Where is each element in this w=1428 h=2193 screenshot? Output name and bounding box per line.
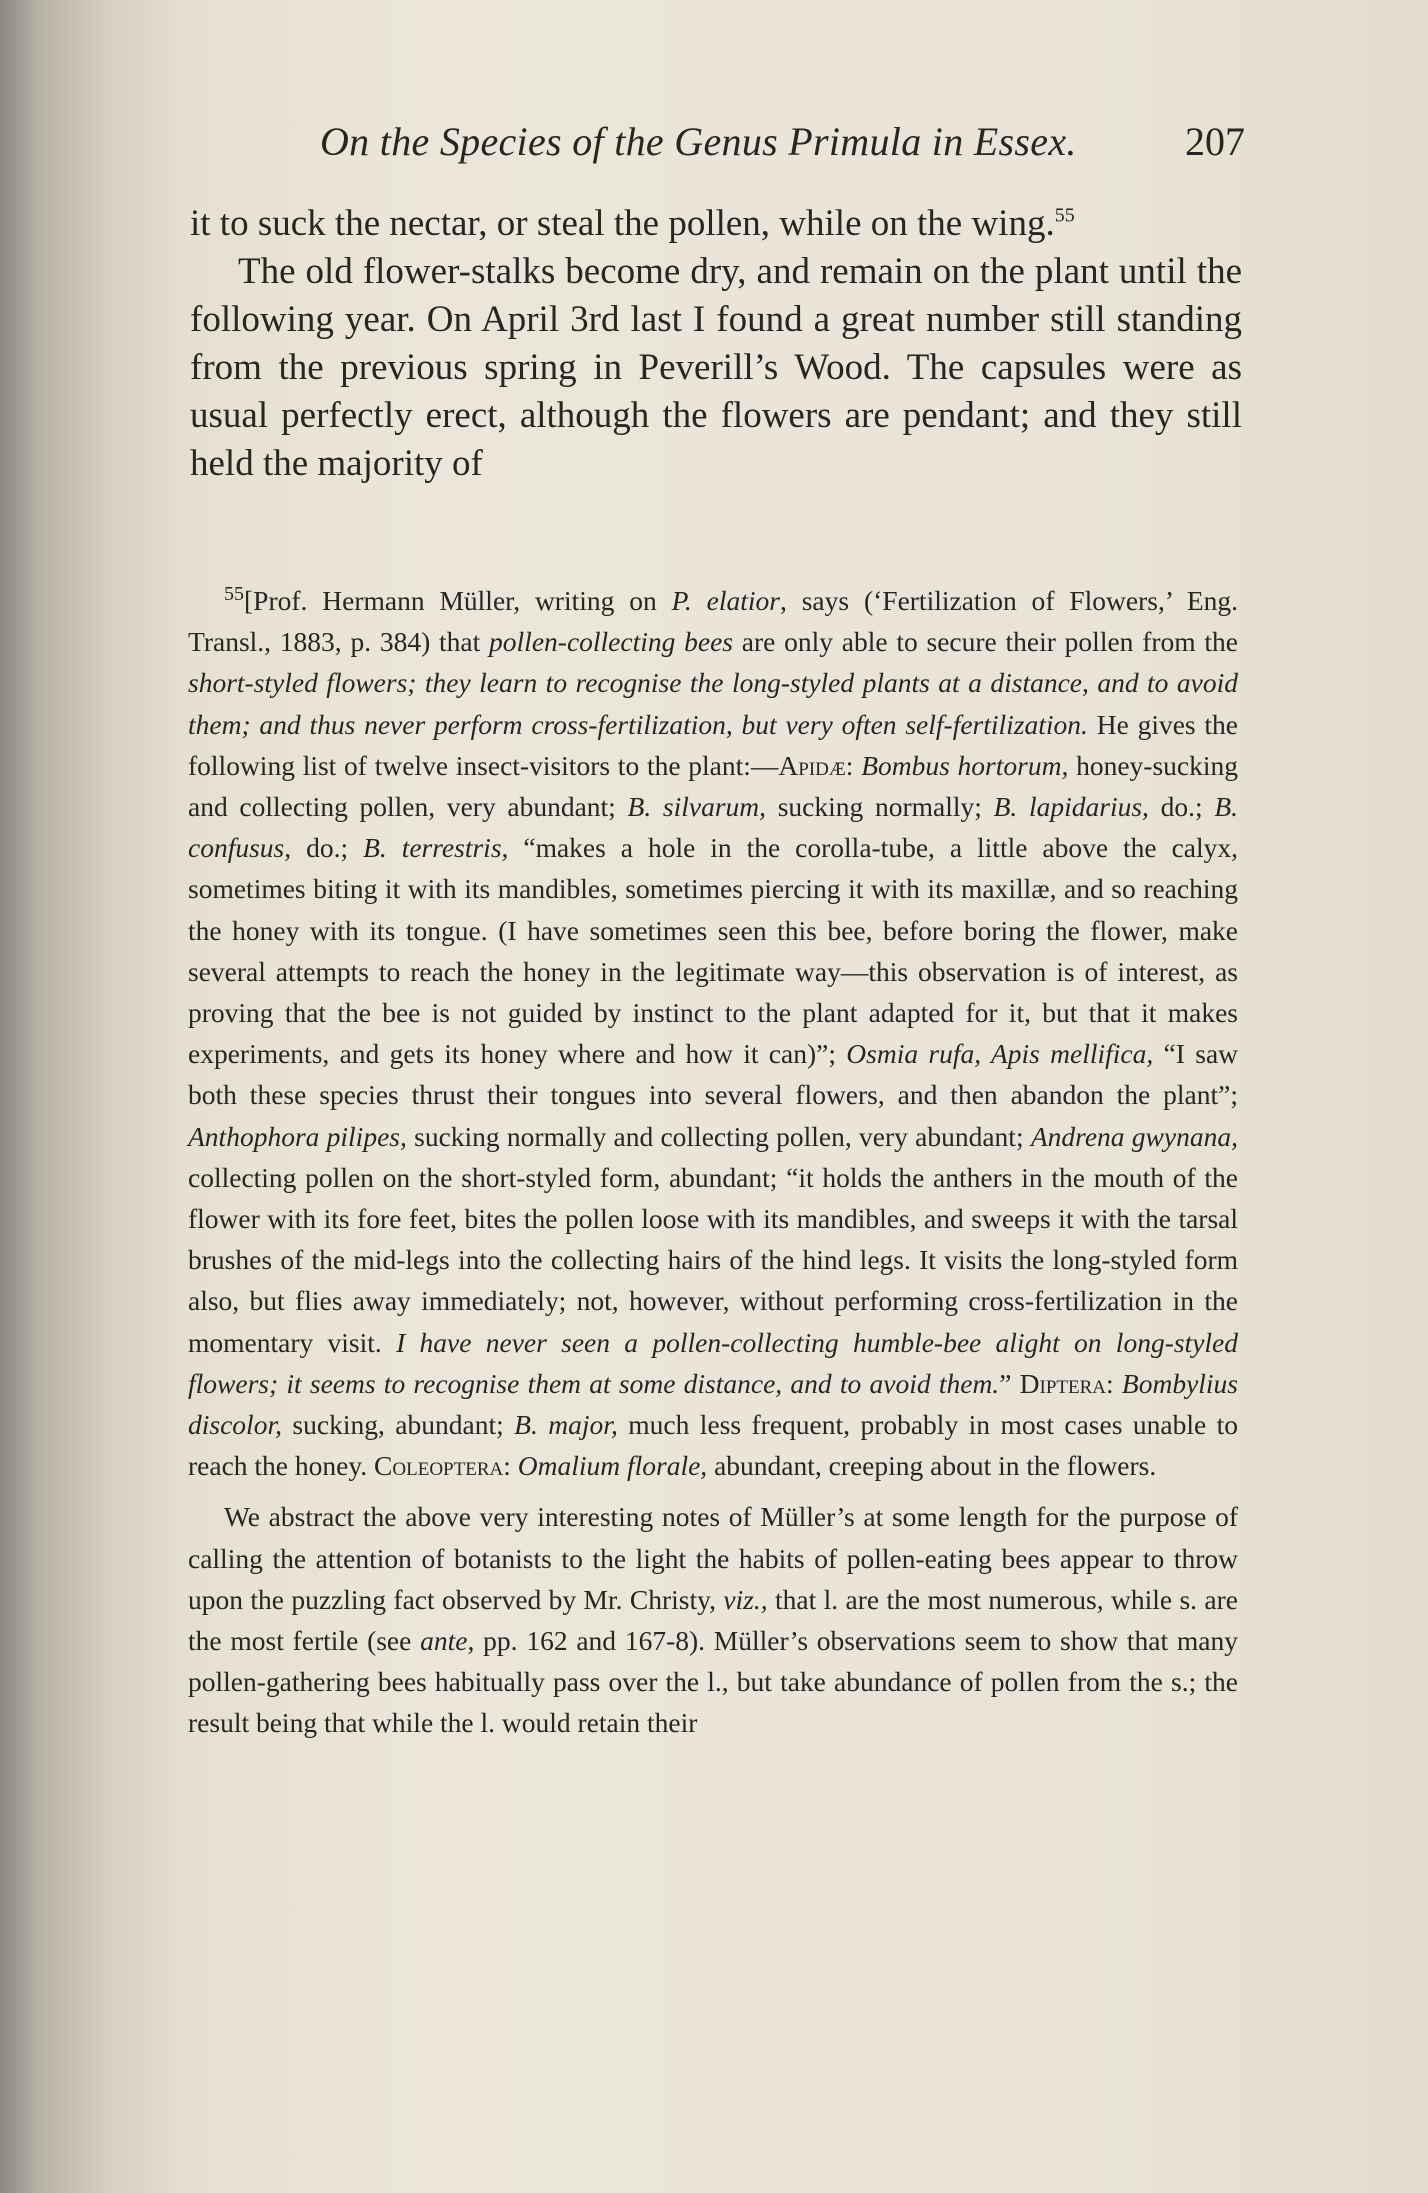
footnote-text: sucking, abundant; <box>281 1409 515 1441</box>
footnote-text: honey-sucking and collecting pollen, very abundant; <box>188 749 1238 823</box>
footnote-text: , says (‘Fertilization of Flowers,’ Eng. Transl., 1883, p. 384) that <box>188 585 1238 658</box>
footnote-text: : <box>1106 1367 1122 1399</box>
footnote-italic: Omalium florale, <box>517 1450 708 1482</box>
main-text <box>190 200 1242 488</box>
page-number: 207 <box>1185 119 1245 164</box>
footnote-italic: B. lapidarius, <box>993 791 1149 823</box>
footnote-text: that l. are the most numerous, while s. are the most fertile (see <box>188 1583 1238 1657</box>
footnote-italic: short-styled flowers; they learn to recognise the long-styled plants at a distance, and to avoid them; and thus never perform cross-fertilization, but very often self-fertilization. <box>188 667 1238 740</box>
footnote-italic: pollen-collecting bees <box>489 626 734 658</box>
footnote-text: [Prof. Hermann Müller, writing on <box>244 585 672 616</box>
footnote-italic: viz., <box>723 1583 768 1615</box>
footnote-italic: B. terrestris, <box>363 832 509 864</box>
footnote-italic: Andrena gwynana, <box>1030 1120 1238 1152</box>
footnote-italic: I have never seen a pollen-collecting humble-bee alight on long-styled flowers; it seems to recognise them at some distance, and to avoid them. <box>188 1326 1238 1399</box>
footnote-text: ” <box>999 1367 1020 1399</box>
footnote-paragraph-2 <box>188 1496 1238 1743</box>
footnote-italic: Anthophora pilipes, <box>188 1120 407 1152</box>
footnote-text: abundant, creeping about in the flowers. <box>707 1450 1157 1482</box>
main-paragraph-1-text: it to suck the nectar, or steal the pollen, while on the wing. <box>190 203 1055 244</box>
footnote-italic: B. silvarum, <box>627 791 767 823</box>
footnote-text: He gives the following list of twelve insect-visitors to the plant:— <box>188 708 1238 781</box>
footnote-italic: ante, <box>420 1625 475 1657</box>
footnote-paragraph-1 <box>188 580 1238 1486</box>
footnote-small-caps: Diptera <box>1019 1367 1107 1399</box>
main-paragraph-2: The old flower-stalks become dry, and remain on the plant until the following year. On April 3rd last I found a great number still standing from the previous spring in Peverill’s Wood. The capsules were as usual perfectly erect, although the flowers are pendant; and they still held the majority of <box>190 251 1242 484</box>
footnote-italic: B. confusus, <box>188 791 1239 864</box>
footnote-text: : <box>503 1450 518 1482</box>
footnote-italic: Bombylius discolor, <box>188 1367 1239 1441</box>
main-paragraph-1 <box>190 200 1242 248</box>
footnote-reference: 55 <box>1054 204 1075 227</box>
footnote-text: collecting pollen on the short-styled form, abundant; “it holds the anthers in the mouth of the flower with its fore feet, bites the pollen loose with its mandibles, and sweeps it with the tarsal brushes of the mid-legs into the collecting hairs of the hind legs. It visits the long-styled form also, but flies away immediately; not, however, without performing cross-fertilization in the momentary visit. <box>188 1161 1238 1358</box>
footnote-text: “makes a hole in the corolla-tube, a little above the calyx, sometimes biting it with its mandibles, sometimes piercing it with its maxillæ, and so reaching the honey with its tongue. (I have sometimes seen this bee, before boring the flower, make several attempts to reach the honey in the legitimate way—this observation is of interest, as proving that the bee is not guided by instinct to the plant adapted for it, but that it makes experiments, and gets its honey where and how it can)”; <box>188 832 1239 1070</box>
page-header <box>320 118 1245 178</box>
footnote-text: much less frequent, probably in most cases unable to reach the honey. <box>188 1409 1238 1482</box>
footnote-number: 55 <box>224 582 244 605</box>
footnote-italic: B. major, <box>514 1409 618 1441</box>
footnote-text: “I saw both these species thrust their tongues into several flowers, and then abandon the plant”; <box>188 1038 1239 1111</box>
footnote-block <box>188 580 1238 1744</box>
footnote-small-caps: Coleoptera <box>374 1450 504 1482</box>
footnote-italic: Osmia rufa, Apis mellifica, <box>846 1038 1154 1070</box>
footnote-text: are only able to secure their pollen from the <box>733 626 1239 658</box>
footnote-italic: P. elatior <box>671 585 780 616</box>
footnote-text: sucking normally and collecting pollen, very abundant; <box>406 1120 1031 1152</box>
footnote-text: : <box>845 749 862 781</box>
footnote-text: sucking normally; <box>766 791 994 823</box>
running-title: On the Species of the Genus Primula in Essex. <box>320 119 1077 164</box>
footnote-text: do.; <box>1148 791 1215 823</box>
footnote-small-caps: Apidæ <box>778 749 846 781</box>
footnote-text: pp. 162 and 167-8). Müller’s observations seem to show that many pollen-gathering bees habitually pass over the l., but take abundance of pollen from the s.; the result being that while the l. would retain their <box>188 1625 1239 1739</box>
footnote-text: We abstract the above very interesting notes of Müller’s at some length for the purpose of calling the attention of botanists to the light the habits of pollen-eating bees appear to throw upon the puzzling fact observed by Mr. Christy, <box>188 1501 1238 1615</box>
footnote-text: do.; <box>291 832 364 864</box>
footnote-italic: Bombus hortorum, <box>861 749 1069 781</box>
